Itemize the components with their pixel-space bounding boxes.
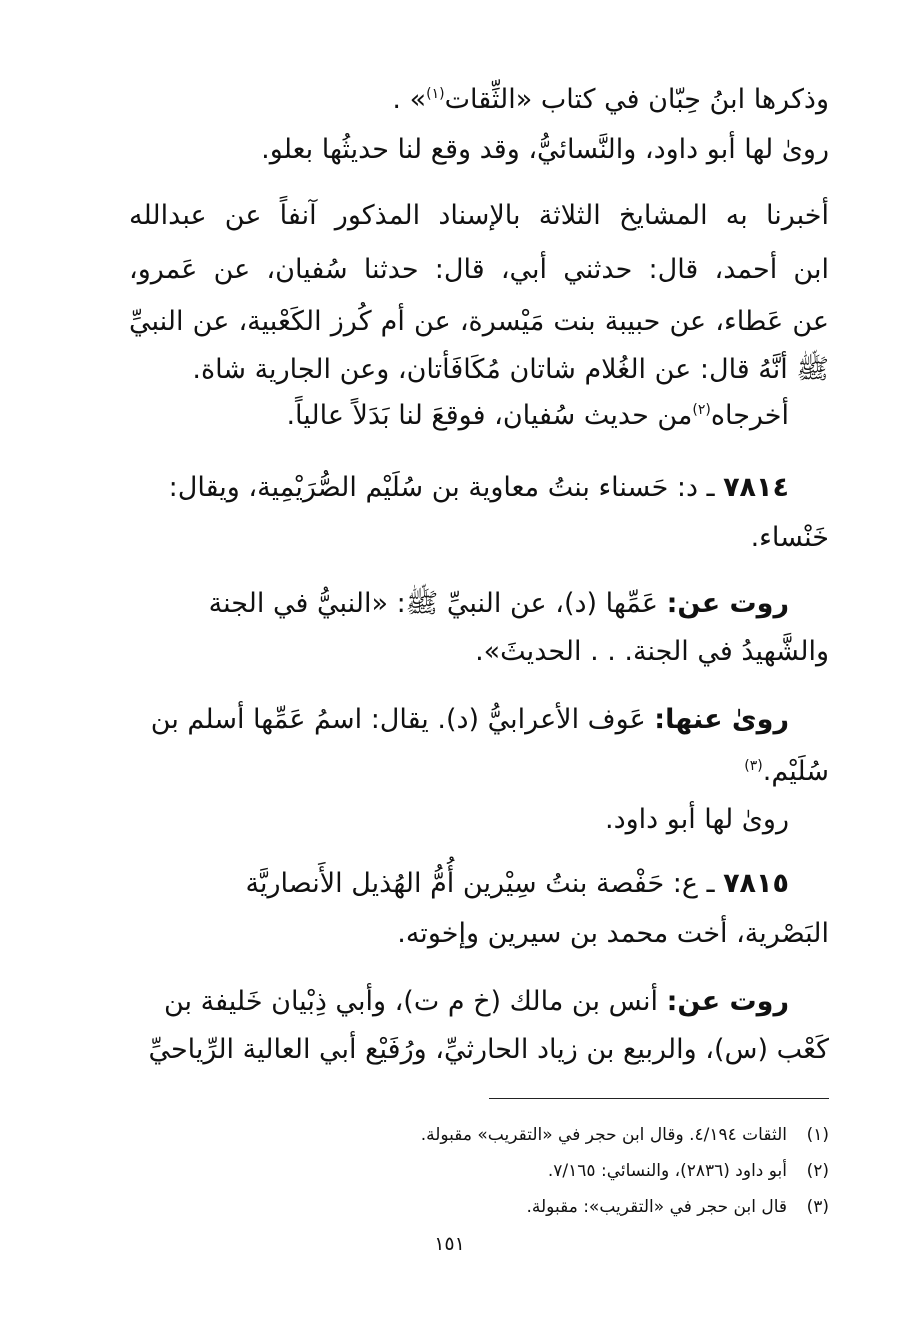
body-line: البَصْرية، أخت محمد بن سيرين وإخوته. [397,918,829,949]
section-label: روت عن: [666,588,789,619]
footnote: (٢)أبو داود (٢٨٣٦)، والنسائي: ٧/١٦٥. [109,1158,829,1184]
footnote-ref: (٣) [744,758,763,774]
footnote-ref: (٢) [692,402,711,418]
body-line: روىٰ لها أبو داود. [605,804,789,835]
body-line: وذكرها ابنُ حِبّان في كتاب «الثِّقات$^{(١)}$» . [392,84,829,115]
entry-7814-heading: ٧٨١٤ ـ د: حَسناء بنتُ معاوية بن سُلَيْم الصُّرَيْمِية، ويقال: [168,472,789,503]
body-line: سُلَيْم.$^{(٣)}$ [744,756,829,787]
entry-7815-heading: ٧٨١٥ ـ ع: حَفْصة بنتُ سِيْرين أُمُّ الهُذيل الأَنصاريَّة [245,868,789,899]
body-line: ابن أحمد، قال: حدثني أبي، قال: حدثنا سُفيان، عن عَمرو، [129,254,829,285]
body-line: ﷺ أنَّهُ قال: عن الغُلام شاتان مُكَافَأتان، وعن الجارية شاة. [192,354,829,385]
entry-number: ٧٨١٥ [723,868,789,899]
section-label: روت عن: [666,986,789,1017]
body-line: والشَّهيدُ في الجنة. . . الحديثَ». [475,636,829,667]
body-line: كَعْب (س)، والربيع بن زياد الحارثيِّ، ورُفَيْع أبي العالية الرِّياحيِّ [148,1034,829,1065]
body-line: عن عَطاء، عن حبيبة بنت مَيْسرة، عن أم كُرز الكَعْبية، عن النبيِّ [129,306,829,337]
footnote-ref: (١) [426,86,445,102]
entry-number: ٧٨١٤ [723,472,789,503]
body-line: أخرجاه$^{(٢)}$من حديث سُفيان، فوقعَ لنا بَدَلاً عالياً. [286,400,789,431]
footnote-number: (٣) [806,1197,829,1217]
body-line: أخبرنا به المشايخ الثلاثة بالإسناد المذكور آنفاً عن عبدالله [129,200,829,231]
footnote-divider [489,1098,829,1099]
section-label: روىٰ عنها: [654,704,789,735]
body-line: روىٰ لها أبو داود، والنَّسائيُّ، وقد وقع لنا حديثُها بعلو. [261,134,829,165]
rawat-line: روت عن: أنس بن مالك (خ م ت)، وأبي ذِبْيان خَليفة بن [163,986,789,1017]
footnote: (٣)قال ابن حجر في «التقريب»: مقبولة. [109,1194,829,1220]
footnote-number: (٢) [806,1161,829,1181]
body-line: خَنْساء. [750,522,829,553]
rawat-line: روت عن: عَمِّها (د)، عن النبيِّ ﷺ: «النبيُّ في الجنة [208,588,789,619]
footnote: (١)الثقات ٤/١٩٤. وقال ابن حجر في «التقريب» مقبولة. [109,1122,829,1148]
footnote-number: (١) [806,1125,829,1145]
rawa-line: روىٰ عنها: عَوف الأعرابيُّ (د). يقال: اسمُ عَمِّها أسلم بن [150,704,789,735]
page-number: ١٥١ [434,1233,465,1255]
